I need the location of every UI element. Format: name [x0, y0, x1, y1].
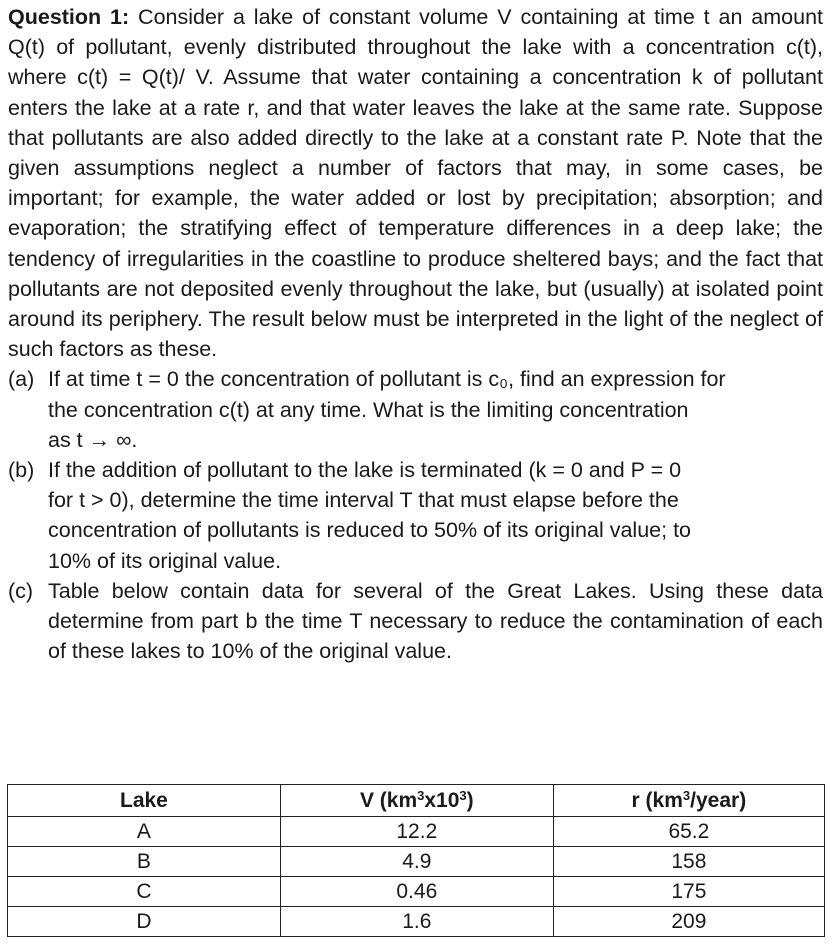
part-b-label: (b)	[8, 458, 35, 483]
cell-rate: 158	[553, 847, 824, 877]
table-row	[8, 817, 825, 847]
question-label: Question 1:	[8, 5, 130, 29]
part-a-label: (a)	[8, 367, 35, 392]
table-row	[8, 907, 825, 937]
cell-volume: 12.2	[280, 817, 553, 847]
header-volume-close: )	[466, 788, 474, 812]
part-b-line-1: If the addition of pollutant to the lake is terminated (k = 0 and P = 0	[48, 458, 682, 483]
part-b	[8, 455, 823, 576]
part-b-line-4: 10% of its original value.	[48, 548, 282, 573]
part-a-line-1: If at time t = 0 the concentration of pollutant is c₀, find an expression for	[48, 367, 726, 392]
question-parts	[8, 364, 823, 666]
part-c-text: Table below contain data for several of the Great Lakes. Using these data determine from part b the time T necessary to reduce the contamination of each of these lakes to 10% of the original value.	[48, 578, 823, 664]
header-volume-exp-1: 3	[417, 787, 425, 803]
cell-volume: 1.6	[280, 907, 553, 937]
part-a-line-2: the concentration c(t) at any time. What is the limiting concentration	[48, 397, 689, 422]
question-intro	[8, 2, 823, 364]
question-document	[8, 2, 823, 666]
great-lakes-table	[7, 784, 825, 937]
header-lake: Lake	[8, 785, 281, 817]
header-rate-unit: /year)	[690, 788, 747, 812]
table-header-row	[8, 785, 825, 817]
header-volume-text: V (km	[359, 788, 418, 812]
great-lakes-table-wrapper	[7, 784, 825, 937]
header-volume-multiplier: x10	[424, 788, 460, 812]
header-volume	[280, 785, 553, 817]
table-row	[8, 847, 825, 877]
part-a	[8, 364, 823, 455]
cell-rate: 209	[553, 907, 824, 937]
cell-lake: B	[8, 847, 281, 877]
header-rate-text: r (km	[631, 788, 683, 812]
part-c	[8, 576, 823, 667]
question-intro-text: Consider a lake of constant volume V containing at time t an amount Q(t) of pollutant, evenly distributed throughout the lake with a concentration c(t), where c(t) = Q(t)/ V. Assume that water containing a concentration k of pollutant enters the lake at a rate r, and that water leaves the lake at the same rate. Suppose that pollutants are also added directly to the lake at a constant rate P. Note that the given assumptions neglect a number of factors that may, in some cases, be important; for example, the water added or lost by precipitation; absorption; and evaporation; the stratifying effect of temperature differences in a deep lake; the tendency of irregularities in the coastline to produce sheltered bays; and the fact that pollutants are not deposited evenly throughout the lake, but (usually) at isolated point around its periphery. The result below must be interpreted in the light of the neglect of such factors as these.	[8, 5, 823, 362]
part-a-line-3: as t → ∞.	[48, 427, 138, 452]
part-b-line-3: concentration of pollutants is reduced to 50% of its original value; to	[48, 518, 691, 543]
table-row	[8, 877, 825, 907]
part-b-line-2: for t > 0), determine the time interval T that must elapse before the	[48, 488, 679, 513]
cell-rate: 65.2	[553, 817, 824, 847]
cell-lake: C	[8, 877, 281, 907]
cell-lake: A	[8, 817, 281, 847]
cell-lake: D	[8, 907, 281, 937]
cell-volume: 0.46	[280, 877, 553, 907]
header-volume-exp-2: 3	[459, 787, 467, 803]
header-rate	[553, 785, 824, 817]
cell-rate: 175	[553, 877, 824, 907]
header-rate-exp: 3	[682, 787, 691, 803]
cell-volume: 4.9	[280, 847, 553, 877]
part-c-label: (c)	[8, 578, 34, 603]
